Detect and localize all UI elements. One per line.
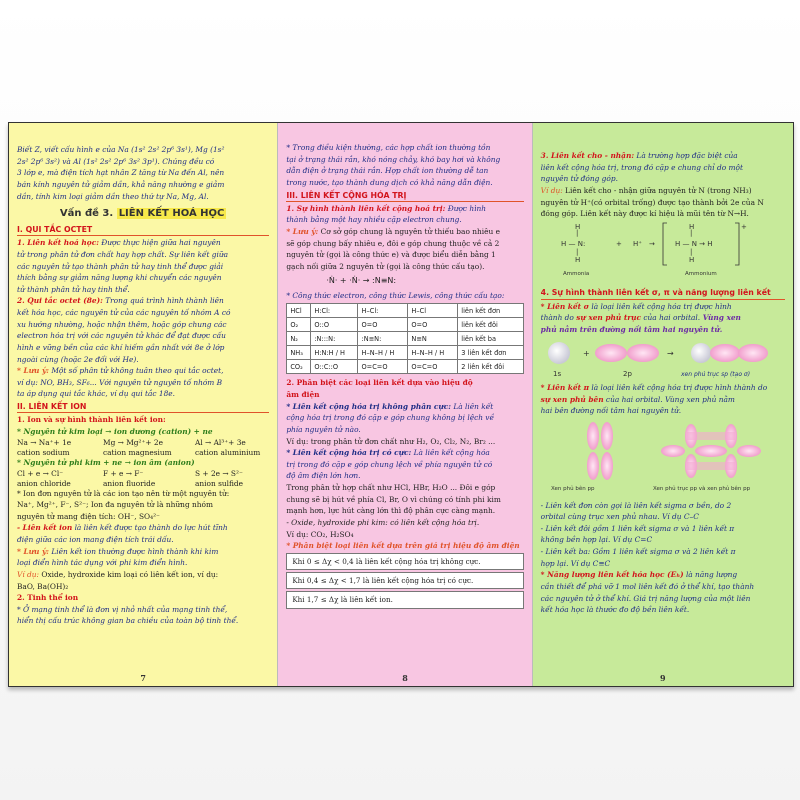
text-line: cộng hóa trị trong đó cặp e góp chung không bị lệch về: [286, 413, 495, 423]
table-cell: 2 liên kết đôi: [458, 360, 523, 374]
text-line: Trong quá trình hình thành liên: [102, 296, 224, 306]
cation-heading: * Nguyên tử kim loại → ion dương (cation) + ne: [17, 426, 213, 436]
equation: F + e → F⁻: [103, 469, 144, 479]
text-line: - Liên kết ba: Gồm 1 liên kết sigma σ và 2 liên kết π: [540, 547, 736, 556]
subheading: * Phân biệt loại liên kết dựa trên giá trị hiệu độ âm điện: [286, 541, 520, 551]
table-cell: :N:::N:: [311, 332, 358, 346]
svg-text:|: |: [575, 228, 579, 237]
text-line: Là trường hợp đặc biệt của: [634, 151, 738, 160]
text-line: của hai orbital.: [641, 313, 701, 323]
text-line: chung sẽ bị hút về phía Cl, Br, O vì chúng có tính phi kim: [286, 494, 501, 504]
page-number: 9: [660, 672, 666, 683]
text-line: nguyên tử mang điện tích: OH⁻, SO₄²⁻: [17, 511, 160, 521]
table-cell: N≡N: [408, 332, 458, 346]
text-line: orbital cùng trục xen phủ nhau. Ví dụ C–C: [540, 512, 699, 522]
text-line: của hai orbital. Vùng xen phủ nằm: [603, 394, 735, 404]
example-label: Ví dụ:: [17, 569, 40, 579]
text-line: 3 lớp e, mà điện tích hạt nhân Z tăng từ Na đến Al, nên: [17, 168, 225, 178]
ion-name: cation aluminium: [195, 448, 261, 457]
note-label: * Lưu ý:: [286, 226, 319, 236]
text-line: BaO, Ba(OH)₂: [17, 581, 69, 591]
equation: Mg → Mg²⁺+ 2e: [103, 438, 163, 448]
p-orbital-lobe: [587, 422, 599, 450]
p-orbital-lobe: [627, 344, 659, 362]
electronegativity-rule: Khi 0,4 ≤ Δχ < 1,7 là liên kết cộng hóa trị có cực.: [286, 572, 523, 589]
text-line: tử thành phân tử hay tinh thể.: [17, 284, 130, 294]
table-cell: H:N:H / H: [311, 346, 358, 360]
sigma-overlap-diagram: [541, 336, 786, 380]
anion-equations: [17, 469, 269, 479]
text-line: trong nước, tạo thành dung dịch có khả năng dẫn điện.: [286, 177, 493, 187]
svg-text:+: +: [740, 222, 747, 231]
table-row: [287, 332, 523, 346]
text-line: Được thực hiện giữa hai nguyên: [98, 238, 221, 248]
svg-text:→: →: [648, 239, 655, 248]
text-line: - Liên kết đơn còn gọi là liên kết sigma σ bền, do 2: [540, 500, 732, 510]
svg-text:H: H: [688, 255, 694, 264]
text-line: là loại liên kết cộng hóa trị được hình thành do: [588, 383, 768, 392]
example-label: Ví dụ:: [540, 185, 563, 195]
text-line: cần thiết để phá vỡ 1 mol liên kết đó ở thể khí, tạo thành: [540, 581, 755, 591]
text-line: thích bằng sự giảm năng lượng khi chuyển các nguyên: [17, 273, 222, 283]
table-cell: :N≡N:: [358, 332, 408, 346]
text-line: hình e vững bền của các khí hiếm gần nhất với 8e ở lớp: [17, 342, 225, 352]
table-cell: NH₃: [287, 346, 311, 360]
table-cell: CO₂: [287, 360, 311, 374]
text-line: các nguyên tử ở thể khí. Giá trị năng lượng của một liên: [540, 593, 751, 603]
pi-overlap-diagram: [541, 418, 786, 498]
anion-heading: * Nguyên tử phi kim + ne → ion âm (anion): [17, 457, 195, 467]
cation-equations: [17, 438, 269, 448]
chapter-heading: [17, 207, 269, 220]
text-line: kết hóa học, các nguyên tử của các nguyên tố nhóm A có: [17, 308, 231, 317]
p-orbital-lobe: [587, 452, 599, 480]
text-line: * Trong điều kiện thường, các hợp chất ion thường tồn: [286, 143, 491, 152]
text-line: Trong phân tử hợp chất như HCl, HBr, H₂O ... Đôi e góp: [286, 483, 496, 493]
text-line: ví dụ: NO, BH₃, SF₆... Với nguyên tử nguyên tố nhóm B: [17, 377, 223, 387]
text-line: Là liên kết cộng hóa: [411, 448, 490, 458]
chapter-number: Vấn đề 3.: [59, 208, 114, 220]
text-line: Liên kết ion thường được hình thành khi kim: [48, 546, 219, 556]
text-line: liên kết cộng hóa trị, trong đó cặp e chung chỉ do một: [540, 162, 743, 172]
svg-text:→: →: [666, 349, 674, 359]
svg-text:H: H: [688, 222, 694, 231]
text-line: sẽ góp chung bấy nhiêu e, đôi e góp chung thuộc về cả 2: [286, 238, 500, 248]
subheading: - Liên kết ion: [17, 523, 73, 533]
svg-text:H: H: [574, 255, 580, 264]
svg-text:+: +: [582, 349, 590, 359]
p-orbital-lobe: [661, 445, 685, 457]
text-line: độ âm điện lớn hơn.: [286, 471, 361, 481]
svg-text:|: |: [689, 247, 693, 256]
text-line: nguyên tử đóng góp.: [540, 174, 618, 184]
text-line: * Ở mạng tinh thể là đơn vị nhỏ nhất của mạng tinh thể,: [17, 604, 228, 614]
text-line: Một số phân tử không tuân theo qui tắc octet,: [48, 366, 224, 376]
section-heading: III. LIÊN KẾT CỘNG HÓA TRỊ: [286, 191, 523, 202]
text-line: Là liên kết: [451, 401, 494, 411]
anion-names: [17, 479, 269, 489]
text-line: thành bằng một hay nhiều cặp electron chung.: [286, 215, 462, 225]
table-caption: * Công thức electron, công thức Lewis, công thức cấu tạo:: [286, 290, 505, 300]
highlight-term: sự xen phủ trục: [576, 313, 642, 323]
svg-text:+: +: [615, 239, 622, 248]
text-line: các nguyên tử tạo thành phân tử hay tinh thể được giải: [17, 261, 224, 271]
lewis-table: [286, 303, 523, 374]
svg-text:H — N:: H — N:: [560, 239, 585, 248]
cation-names: [17, 448, 269, 458]
table-cell: H–N–H / H: [408, 346, 458, 360]
diagram-caption: Xen phủ bên pp: [550, 485, 595, 492]
text-line: ngoài cùng (hoặc 2e đối với He).: [17, 354, 139, 364]
orbital-caption: xen phủ trục sp (tạo σ): [680, 371, 750, 379]
text-line: hai bên đường nối tâm hai nguyên tử.: [540, 406, 682, 416]
p-orbital-lobe: [695, 445, 727, 457]
text-line: - Oxide, hydroxide phi kim: có liên kết cộng hóa trị.: [286, 517, 480, 527]
text-line: phía nguyên tử nào.: [286, 424, 361, 434]
page-number: 7: [140, 672, 146, 683]
table-cell: O::O: [311, 318, 358, 332]
p-orbital-lobe: [601, 452, 613, 480]
ion-name: cation magnesium: [103, 448, 172, 457]
text-line: mạnh hơn, lực hút càng lớn thì độ phân cực càng mạnh.: [286, 506, 496, 516]
ion-name: cation sodium: [17, 448, 70, 457]
equation: Al → Al³⁺+ 3e: [195, 438, 246, 448]
table-cell: H–Cl: [408, 304, 458, 318]
note-label: * Lưu ý:: [17, 546, 49, 556]
chapter-title: LIÊN KẾT HOÁ HỌC: [118, 208, 225, 220]
p-orbital-lobe: [737, 445, 761, 457]
s-orbital: [548, 342, 570, 364]
table-cell: liên kết đôi: [458, 318, 523, 332]
equation: S + 2e → S²⁻: [195, 469, 243, 479]
subheading: 1. Ion và sự hình thành liên kết ion:: [17, 415, 166, 425]
ion-name: anion chloride: [17, 478, 71, 488]
text-line: Na⁺, Mg²⁺, F⁻, S²⁻; Ion đa nguyên tử là những nhóm: [17, 500, 213, 510]
ion-name: anion sulfide: [195, 478, 244, 488]
text-line: - Liên kết đôi gồm 1 liên kết sigma σ và 1 liên kết π: [540, 523, 735, 533]
section-heading: 4. Sự hình thành liên kết σ, π và năng lượng liên kết: [541, 288, 785, 299]
text-line: nguyên tử (gọi là công thức e) và được biểu diễn bằng 1: [286, 250, 496, 260]
intro-paragraph: [17, 145, 269, 201]
text-line: là liên kết được tạo thành do lực hút tĩnh: [72, 523, 228, 533]
table-cell: H–Cl:: [358, 304, 408, 318]
text-line: trị trong đó cặp e góp chung lệch về phía nguyên tử có: [286, 459, 493, 469]
table-row: [287, 318, 523, 332]
table-cell: O=O: [358, 318, 408, 332]
text-line: là loại liên kết cộng hóa trị được hình: [589, 301, 732, 311]
book-spread: [8, 122, 794, 687]
text-line: điện giữa các ion mang điện tích trái dấu.: [17, 535, 174, 544]
n2-formation-equation: ·Ṅ· + ·Ṅ· → :N≡N:: [326, 276, 397, 286]
electronegativity-rule: Khi 0 ≤ Δχ < 0,4 là liên kết cộng hóa trị không cực.: [286, 553, 523, 570]
text-line: loại điển hình tác dụng với phi kim điển hình.: [17, 558, 188, 568]
table-cell: liên kết đơn: [458, 304, 523, 318]
ammonia-label: Ammonia: [562, 270, 589, 277]
text-line: bán kính nguyên tử giảm dần, khả năng nhường e giảm: [17, 179, 225, 189]
subheading: 2. Tinh thể ion: [17, 593, 79, 603]
equation: Na → Na⁺+ 1e: [17, 438, 72, 448]
subheading: 1. Sự hình thành liên kết cộng hoá trị:: [286, 203, 446, 213]
bond-type-label: * Liên kết cộng hóa trị có cực:: [286, 448, 412, 458]
table-row: [287, 360, 523, 374]
text-line: dẫn điện ở trạng thái rắn. Hợp chất ion thường dễ tan: [286, 166, 489, 176]
subheading: 2. Phân biệt các loại liên kết dựa vào hiệu độ: [286, 378, 473, 388]
svg-text:|: |: [575, 247, 579, 256]
table-row: [287, 304, 523, 318]
equation: Cl + e → Cl⁻: [17, 469, 64, 479]
text-line: hợp lại. Ví dụ C≡C: [540, 558, 611, 568]
subheading: 3. Liên kết cho - nhận:: [540, 151, 635, 160]
p-orbital-lobe: [595, 344, 627, 362]
diagram-caption: Xen phủ trục pp và xen phủ bên pp: [652, 485, 750, 492]
page-8: [278, 123, 532, 686]
text-line: tử trong phân tử đơn chất hay hợp chất. Sự liên kết giữa: [17, 249, 229, 259]
section-heading: II. LIÊN KẾT ION: [17, 402, 269, 413]
text-line: * Ion đơn nguyên tử là các ion tạo nên từ một nguyên tử:: [17, 488, 230, 498]
hydrogen-ion-label: H⁺: [632, 239, 642, 248]
orbital-label: 2p: [622, 370, 632, 379]
table-cell: 3 liên kết đơn: [458, 346, 523, 360]
subheading: * Năng lượng liên kết hóa học (Eₕ): [540, 570, 684, 580]
page-9: [533, 123, 793, 686]
table-cell: O₂: [287, 318, 311, 332]
p-orbital-lobe: [601, 422, 613, 450]
table-cell: H–N–H / H: [358, 346, 408, 360]
svg-text:H — N → H: H — N → H: [674, 239, 713, 248]
text-line: kết hóa học là thước đo độ bền liên kết.: [540, 605, 690, 615]
table-cell: O::C::O: [311, 360, 358, 374]
table-row: [287, 346, 523, 360]
text-line: ta áp dụng qui tắc khác, ví dụ qui tắc 18e.: [17, 389, 176, 399]
text-line: Liên kết cho - nhận giữa nguyên tử N (trong NH₃): [562, 185, 752, 195]
bond-type-label: * Liên kết π: [540, 383, 589, 392]
table-cell: O=C=O: [358, 360, 408, 374]
subheading: âm điện: [286, 390, 320, 400]
text-line: Vùng xen: [700, 313, 741, 323]
text-line: gạch nối giữa 2 nguyên tử (gọi là công thức cấu tạo).: [286, 261, 485, 271]
subheading: 1. Liên kết hoá học:: [17, 238, 99, 248]
svg-text:H: H: [574, 222, 580, 231]
text-line: là năng lượng: [683, 570, 738, 580]
bond-type-label: * Liên kết cộng hóa trị không phân cực:: [286, 401, 452, 411]
s-orbital: [691, 343, 711, 363]
bond-type-label: * Liên kết σ: [540, 301, 590, 311]
electronegativity-rule: Khi 1,7 ≤ Δχ là liên kết ion.: [286, 591, 523, 608]
text-line: nguyên tử H⁺(có orbital trống) được tạo thành bởi 2e của N: [540, 197, 764, 207]
text-line: không bền hợp lại. Ví dụ C=C: [540, 535, 653, 545]
text-line: đóng góp. Liên kết này được kí hiệu là mũi tên từ N→H.: [540, 209, 749, 219]
text-line: hiển thị cấu trúc không gian ba chiều của toàn bộ tinh thể.: [17, 616, 239, 626]
ammonium-formation-diagram: [541, 221, 786, 283]
text-line: xu hướng nhường, hoặc nhận thêm, hoặc góp chung các: [17, 319, 227, 329]
p-orbital-lobe: [710, 344, 740, 362]
text-line: Được hình: [445, 203, 487, 213]
text-line: Oxide, hydroxide kim loại có liên kết ion, ví dụ:: [39, 569, 219, 579]
text-line: tại ở trạng thái rắn, khó nóng chảy, khó bay hơi và không: [286, 154, 501, 164]
note-label: * Lưu ý:: [17, 366, 49, 376]
highlight-term: sự xen phủ bên: [540, 394, 604, 404]
table-cell: HCl: [287, 304, 311, 318]
text-line: dần, tính kim loại giảm dần theo thứ tự Na, Mg, Al.: [17, 191, 209, 201]
table-cell: O=O: [408, 318, 458, 332]
orbital-label: 1s: [552, 370, 561, 379]
p-orbital-lobe: [738, 344, 768, 362]
table-cell: N₂: [287, 332, 311, 346]
ion-name: anion fluoride: [103, 478, 156, 488]
table-cell: liên kết ba: [458, 332, 523, 346]
subheading: 2. Qui tắc octet (8e):: [17, 296, 103, 306]
page-number: 8: [402, 672, 408, 683]
ammonium-label: Ammonium: [684, 270, 717, 277]
text-line: Cơ sở góp chung là nguyên tử thiếu bao nhiêu e: [318, 226, 500, 236]
page-7: [9, 123, 278, 686]
svg-text:|: |: [689, 228, 693, 237]
text-line: Biết Z, viết cấu hình e của Na (1s² 2s² 2p⁶ 3s¹), Mg (1s²: [17, 145, 225, 154]
text-line: Ví dụ: CO₂, H₂SO₄: [286, 529, 354, 539]
text-line: Ví dụ: trong phân tử đơn chất như H₂, O₂, Cl₂, N₂, Br₂ ...: [286, 436, 496, 446]
text-line: phủ nằm trên đường nối tâm hai nguyên tử.: [540, 324, 723, 334]
text-line: thành do: [540, 313, 577, 323]
text-line: electron hóa trị với các nguyên tử khác để đạt được cấu: [17, 331, 226, 341]
text-line: 2s² 2p⁶ 3s²) và Al (1s² 2s² 2p⁶ 3s² 3p¹). Chúng đều có: [17, 156, 215, 166]
table-cell: H:Cl:: [311, 304, 358, 318]
table-cell: O=C=O: [408, 360, 458, 374]
section-heading: I. QUI TẮC OCTET: [17, 225, 269, 236]
